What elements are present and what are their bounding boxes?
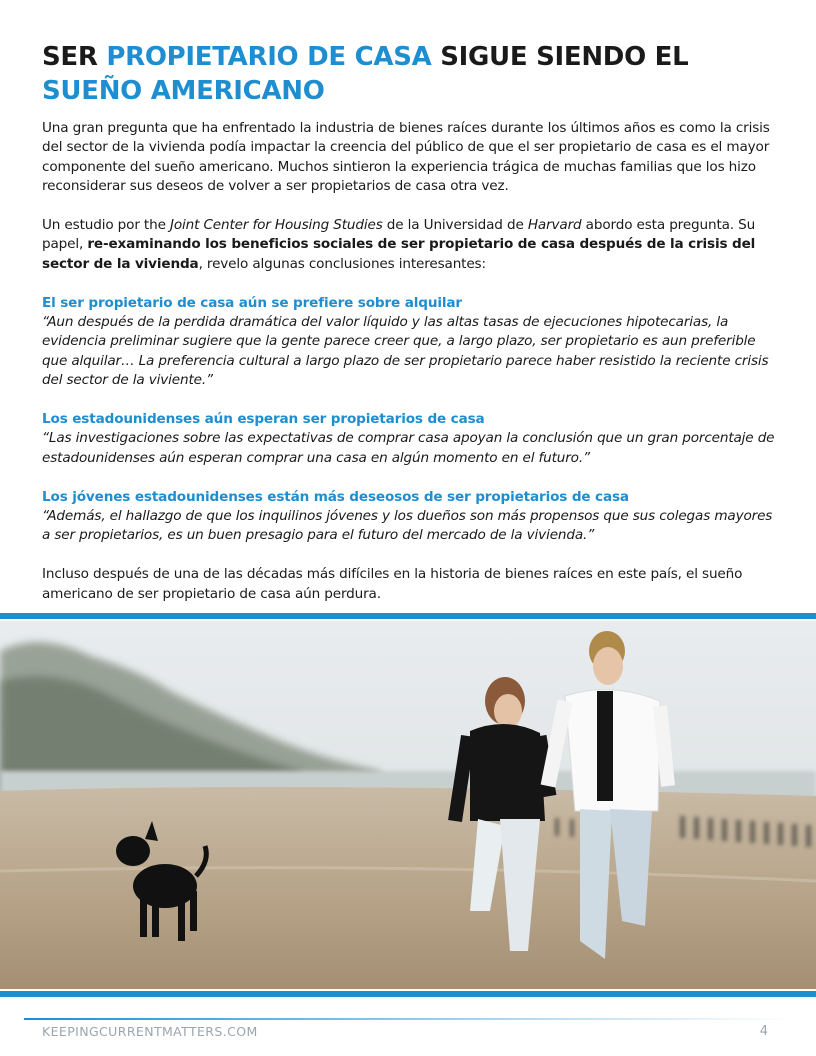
beach-photo — [0, 621, 816, 989]
closing-paragraph: Incluso después de una de las décadas más difíciles en la historia de bienes raíces en este país, el sueño americano de ser propietario de casa aún perdura. — [42, 566, 743, 602]
study-paper-title: re-examinando los beneficios sociales de ser propietario de casa después de la crisis del sector de la vivienda — [42, 236, 756, 272]
study-text-1: Un estudio por the — [42, 217, 170, 234]
title-part-4: SUEÑO AMERICANO — [42, 76, 325, 106]
study-paragraph — [42, 216, 777, 274]
section-3 — [42, 488, 777, 546]
intro-paragraph: Una gran pregunta que ha enfrentado la industria de bienes raíces durante los últimos años es como la crisis del sector de la vivienda podía impactar la creencia del público de que el ser propietario de casa es el mayor componente del sueño americano. Muchos sintieron la experiencia trágica de muchas familias que los hizo reconsiderar sus deseos de volver a ser propietarios de casa otra vez. — [42, 120, 770, 195]
section-1-heading: El ser propietario de casa aún se prefiere sobre alquilar — [42, 294, 462, 311]
study-text-7: , revelo algunas conclusiones interesantes: — [198, 255, 486, 272]
page-number: 4 — [759, 1024, 768, 1039]
study-text-2: Joint Center for Housing Studies — [169, 217, 383, 234]
footer-divider — [24, 1018, 794, 1020]
section-1 — [42, 294, 777, 391]
section-2-quote: “Las investigaciones sobre las expectativas de comprar casa apoyan la conclusión que un gran porcentaje de estadounidenses aún esperan comprar una casa en algún momento en el futuro.” — [42, 430, 775, 466]
section-3-heading: Los jóvenes estadounidenses están más deseosos de ser propietarios de casa — [42, 488, 629, 505]
section-2 — [42, 410, 777, 468]
title-part-3: SIGUE SIENDO EL — [431, 42, 689, 72]
article-body — [42, 119, 777, 623]
title-part-1: SER — [42, 42, 107, 72]
study-text-3: de la Universidad de — [382, 217, 528, 234]
beach-photo-illustration — [0, 621, 816, 989]
section-1-quote: “Aun después de la perdida dramática del valor líquido y las altas tasas de ejecuciones hipotecarias, la evidencia preliminar sugiere que la gente parece creer que, a largo plazo, ser propietario es aun preferible que alquilar… La preferencia cultural a largo plazo de ser propietario parece haber resistido la reciente crisis del sector de la viviente.” — [42, 314, 769, 389]
study-text-5: abordo esta pregunta. Su papel, — [42, 217, 756, 253]
section-3-quote: “Además, el hallazgo de que los inquilinos jóvenes y los dueños son más propensos que sus colegas mayores a ser propietarios, es un buen presagio para el futuro del mercado de la vivienda.” — [42, 508, 773, 544]
study-text-4: Harvard — [527, 217, 582, 234]
title-part-2: PROPIETARIO DE CASA — [106, 42, 432, 72]
page-title — [42, 40, 782, 108]
photo-bottom-rule — [0, 991, 816, 997]
footer-site-link[interactable]: KEEPINGCURRENTMATTERS.COM — [42, 1024, 258, 1039]
photo-top-rule — [0, 613, 816, 619]
section-2-heading: Los estadounidenses aún esperan ser propietarios de casa — [42, 411, 485, 428]
